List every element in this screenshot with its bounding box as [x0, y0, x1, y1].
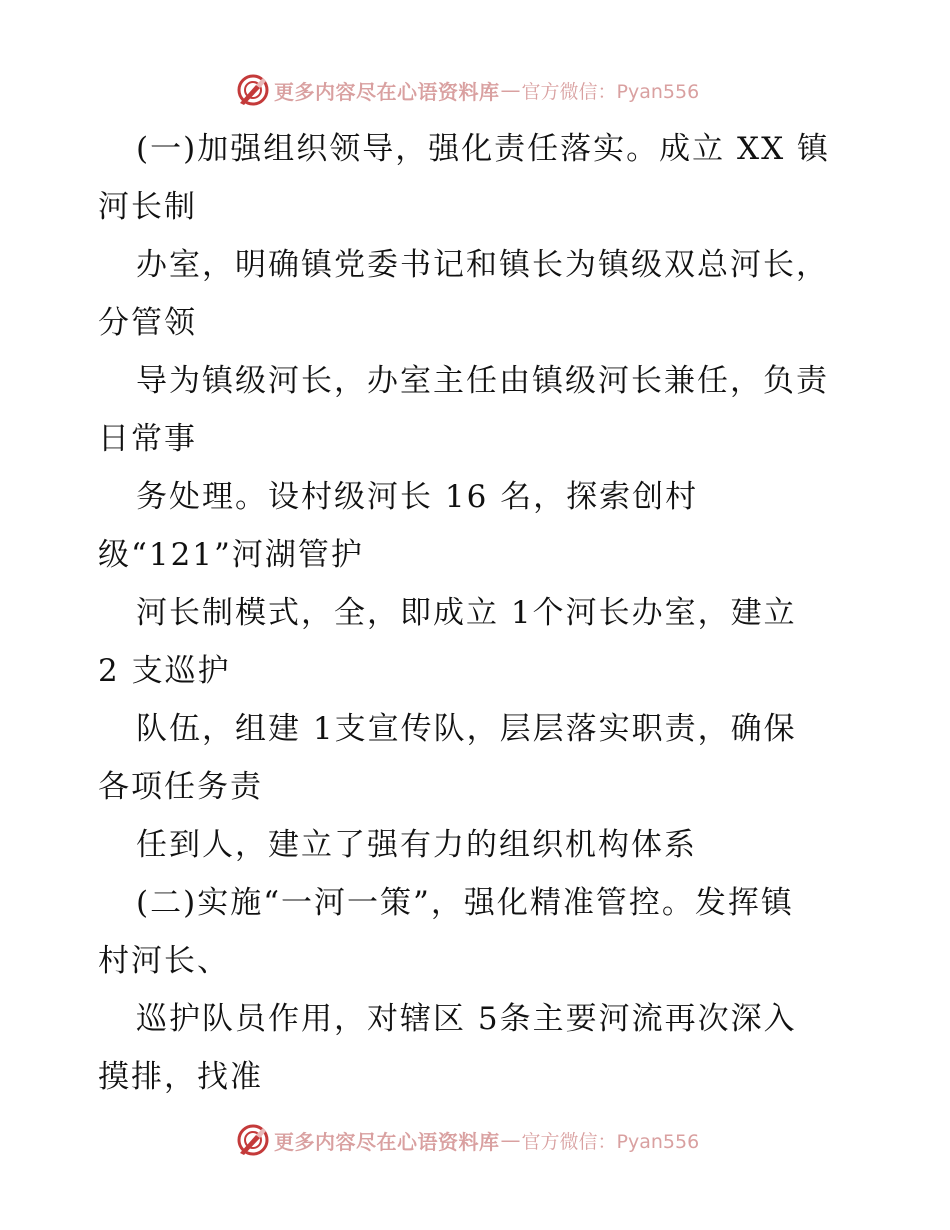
text-line: 摸排，找准	[98, 1059, 263, 1095]
document-body	[98, 120, 858, 1106]
text-line: 队伍，组建 1支宣传队，层层落实职责，确保	[136, 711, 797, 747]
text-line: 分管领	[98, 305, 197, 341]
text-line: 各项任务责	[98, 769, 263, 805]
text-line: 村河长、	[98, 943, 230, 979]
text-line: (一)加强组织领导，强化责任落实。成立 XX 镇	[136, 131, 831, 167]
text-line: 务处理。设村级河长 16 名，探索创村	[136, 479, 699, 515]
pen-logo-icon	[236, 1123, 270, 1157]
banner-main-text: 更多内容尽在心语资料库	[274, 1129, 500, 1154]
footer-watermark-banner	[236, 1122, 699, 1158]
banner-wechat-text: 官方微信：Pyan556	[521, 80, 700, 103]
text-line: 2 支巡护	[98, 653, 231, 689]
banner-separator: —	[500, 1128, 521, 1152]
text-line: 级“121”河湖管护	[98, 537, 364, 573]
banner-main-text: 更多内容尽在心语资料库	[274, 79, 500, 104]
text-line: 导为镇级河长，办室主任由镇级河长兼任，负责	[136, 363, 829, 399]
text-line: 任到人，建立了强有力的组织机构体系	[136, 827, 697, 863]
pen-logo-icon	[236, 73, 270, 107]
text-line: 河长制	[98, 189, 197, 225]
banner-wechat-text: 官方微信：Pyan556	[521, 1130, 700, 1153]
text-line: 办室，明确镇党委书记和镇长为镇级双总河长，	[136, 247, 829, 283]
banner-separator: —	[500, 78, 521, 102]
text-line: 河长制模式，全，即成立 1个河长办室，建立	[136, 595, 797, 631]
text-line: 巡护队员作用，对辖区 5条主要河流再次深入	[136, 1001, 797, 1037]
text-line: 日常事	[98, 421, 197, 457]
text-line: (二)实施“一河一策”，强化精准管控。发挥镇	[136, 885, 794, 921]
header-watermark-banner	[236, 72, 699, 108]
